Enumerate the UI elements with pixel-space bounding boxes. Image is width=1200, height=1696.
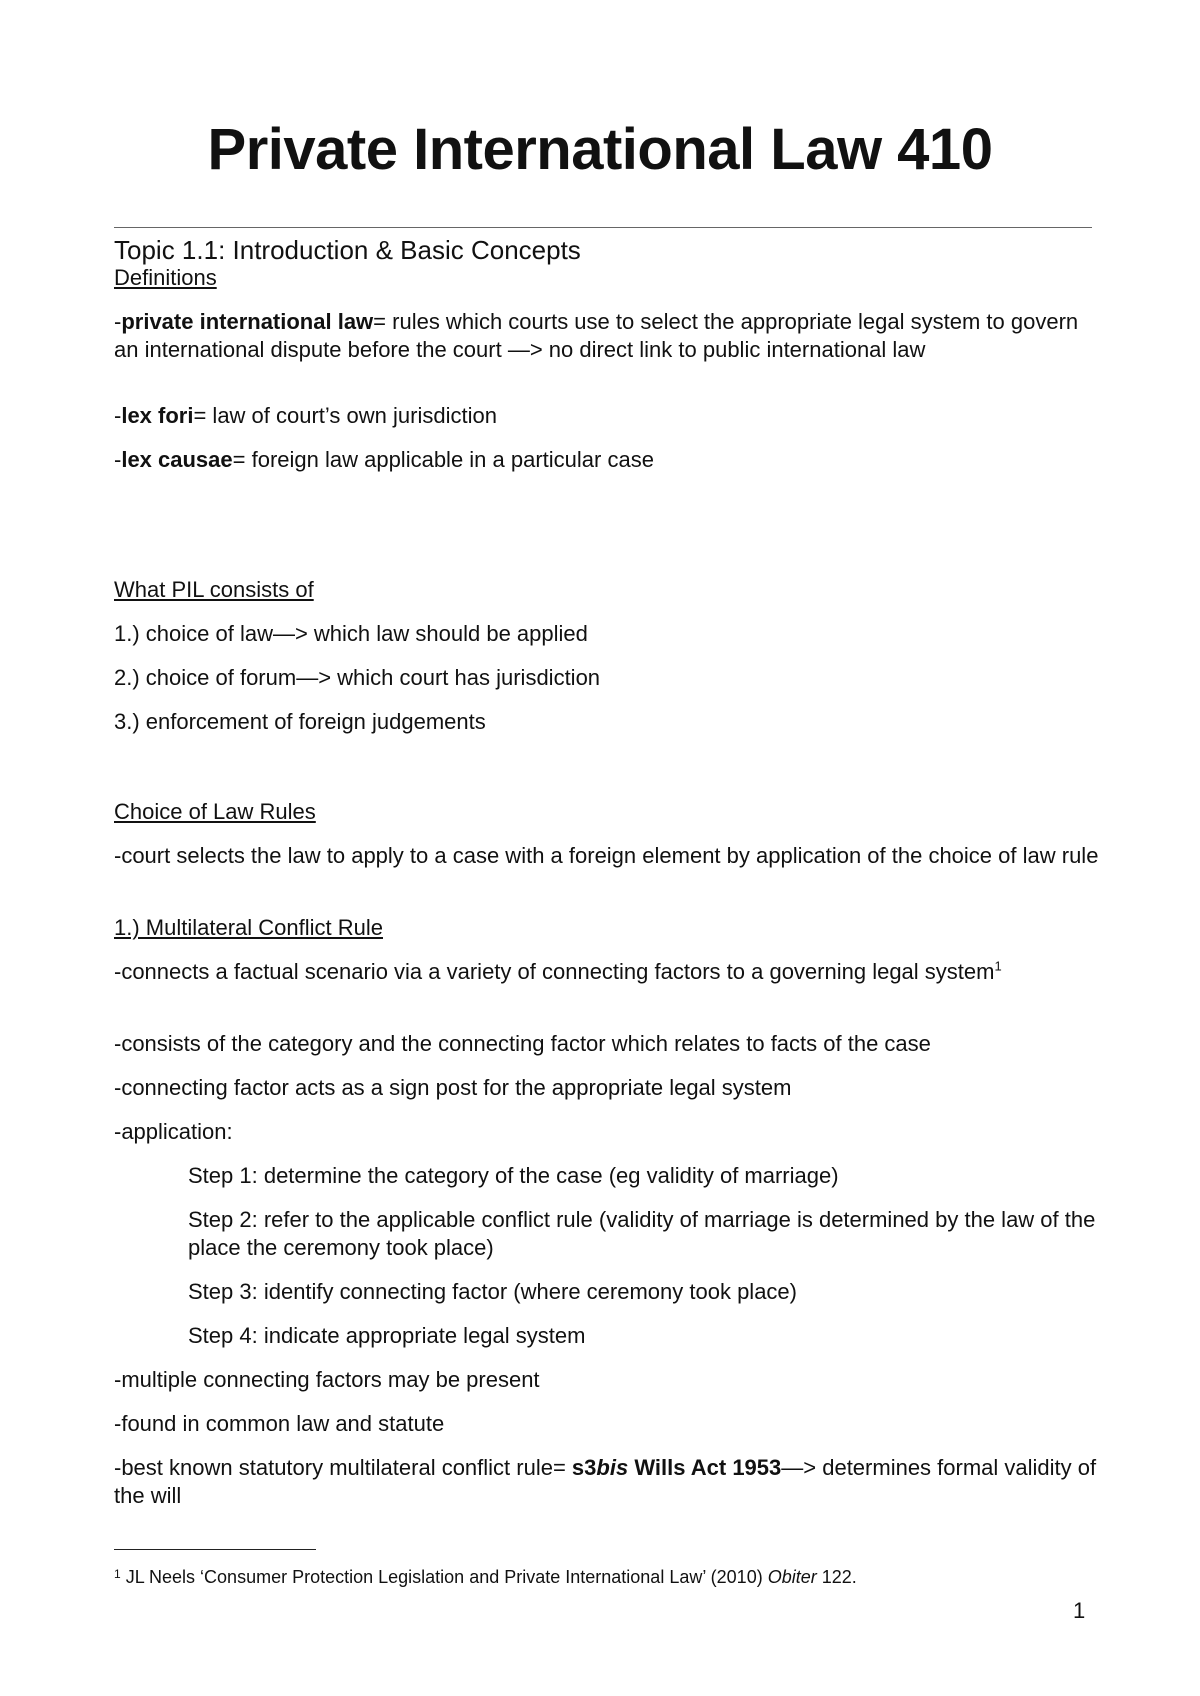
term-pil: private international law (121, 309, 374, 334)
page-number: 1 (1073, 1598, 1086, 1623)
topic-heading: Topic 1.1: Introduction & Basic Concepts (114, 235, 581, 265)
document-title: Private International Law 410 (207, 117, 993, 182)
statute-name: Wills Act 1953 (628, 1455, 782, 1480)
statute-bis: bis (596, 1455, 629, 1480)
paragraph-text: —> determines formal validity of the will (114, 1455, 1097, 1508)
term-lex-fori: lex fori (121, 403, 194, 428)
step-item: Step 2: refer to the applicable conflict rule (validity of marriage is determined by the law of the place the ceremony took place) (188, 1207, 1096, 1260)
definition-pil: -private international law= rules which courts use to select the appropriate legal system to govern an international dispute before the court —> no direct link to public international law (114, 309, 1079, 362)
step-item: Step 1: determine the category of the case (eg validity of marriage) (188, 1163, 839, 1188)
paragraph: -connecting factor acts as a sign post for the appropriate legal system (114, 1075, 792, 1100)
list-item: 1.) choice of law—> which law should be applied (114, 621, 588, 646)
step-item: Step 3: identify connecting factor (where ceremony took place) (188, 1279, 797, 1304)
def-pil: = rules which courts use to select the appropriate legal system to govern an international dispute before the court —> no direct link to public international law (114, 309, 1079, 362)
term-lex-causae: lex causae (121, 447, 233, 472)
title-divider (114, 227, 1092, 228)
paragraph: -multiple connecting factors may be present (114, 1367, 540, 1392)
definition-lex-causae: -lex causae= foreign law applicable in a particular case (114, 447, 654, 472)
multilateral-heading: 1.) Multilateral Conflict Rule (114, 915, 383, 940)
pil-consists-heading: What PIL consists of (114, 577, 314, 602)
footnote-number: 1 (114, 1567, 121, 1581)
paragraph-text: -connects a factual scenario via a variety of connecting factors to a governing legal system (114, 959, 995, 984)
footnote-divider (114, 1549, 316, 1550)
list-item: 2.) choice of forum—> which court has jurisdiction (114, 665, 601, 690)
paragraph: -found in common law and statute (114, 1411, 445, 1436)
choice-of-law-heading: Choice of Law Rules (114, 799, 316, 824)
def-lex-fori: = law of court’s own jurisdiction (193, 403, 497, 428)
statute-section: s3 (571, 1455, 597, 1480)
footnote-journal: Obiter (767, 1567, 817, 1587)
paragraph (114, 958, 1104, 986)
list-item: 3.) enforcement of foreign judgements (114, 709, 486, 734)
step-item: Step 4: indicate appropriate legal system (188, 1323, 586, 1348)
footnote (114, 1562, 857, 1589)
paragraph: -consists of the category and the connecting factor which relates to facts of the case (114, 1031, 931, 1056)
def-lex-causae: = foreign law applicable in a particular case (232, 447, 654, 472)
paragraph: -application: (114, 1119, 233, 1144)
paragraph-text: -best known statutory multilateral conflict rule= (114, 1455, 572, 1480)
choice-of-law-intro: -court selects the law to apply to a case with a foreign element by application of the choice of law rule (114, 843, 1099, 868)
paragraph (114, 1454, 1104, 1510)
definition-lex-fori: -lex fori= law of court’s own jurisdiction (114, 403, 497, 428)
definitions-heading: Definitions (114, 265, 217, 290)
footnote-ref: 1 (994, 958, 1002, 974)
footnote-page: 122. (816, 1567, 857, 1587)
footnote-text: JL Neels ‘Consumer Protection Legislation and Private International Law’ (2010) (120, 1567, 768, 1587)
